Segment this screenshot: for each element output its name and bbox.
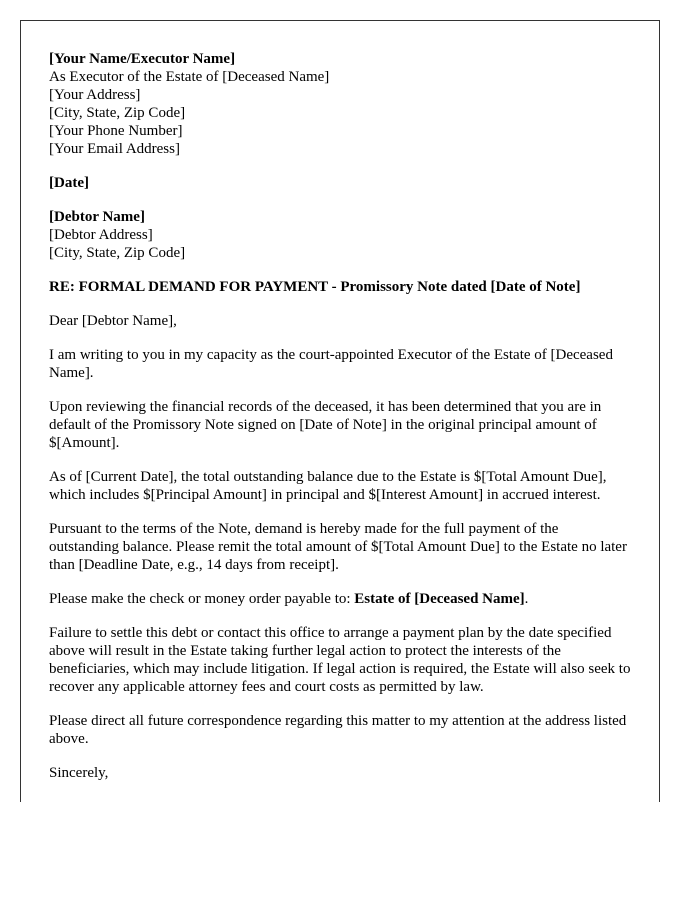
body-paragraph: Pursuant to the terms of the Note, demand is hereby made for the full payment of the outstanding balance. Please remit the total amount of $[Total Amount Due] to the Estate no later than [Deadline Date, e.g., 14 days from receipt].: [49, 521, 627, 573]
body-paragraph: Failure to settle this debt or contact this office to arrange a payment plan by the date specified above will result in the Estate taking further legal action to protect the interests of the beneficiaries, which may include litigation. If legal action is required, the Estate will also seek to recover any applicable attorney fees and court costs as permitted by law.: [49, 625, 631, 695]
payable-paragraph: [49, 590, 631, 608]
body-paragraph: Upon reviewing the financial records of the deceased, it has been determined that you are in default of the Promissory Note signed on [Date of Note] in the original principal amount of $[Amount].: [49, 399, 602, 451]
body-paragraph: I am writing to you in my capacity as the court-appointed Executor of the Estate of [Deceased Name].: [49, 347, 613, 381]
recipient-address: [Debtor Address]: [49, 227, 153, 243]
body-paragraph: As of [Current Date], the total outstanding balance due to the Estate is $[Total Amount Due], which includes $[Principal Amount] in principal and $[Interest Amount] in accrued interest.: [49, 469, 607, 503]
date-block: [49, 174, 631, 192]
salutation: Dear [Debtor Name],: [49, 313, 177, 329]
sender-name: [Your Name/Executor Name]: [49, 51, 236, 67]
letter-page: [20, 20, 660, 802]
recipient-city: [City, State, Zip Code]: [49, 245, 186, 261]
letter-date: [Date]: [49, 175, 89, 191]
body-paragraph: Please direct all future correspondence regarding this matter to my attention at the address listed above.: [49, 713, 627, 747]
subject-line: RE: FORMAL DEMAND FOR PAYMENT - Promissory Note dated [Date of Note]: [49, 279, 581, 295]
payee-name: Estate of [Deceased Name]: [354, 591, 525, 607]
recipient-block: [49, 208, 631, 262]
sender-address: [Your Address]: [49, 87, 141, 103]
recipient-name: [Debtor Name]: [49, 209, 145, 225]
sender-email: [Your Email Address]: [49, 141, 180, 157]
closing: Sincerely,: [49, 765, 109, 781]
sender-city: [City, State, Zip Code]: [49, 105, 186, 121]
sender-role: As Executor of the Estate of [Deceased Name]: [49, 69, 330, 85]
sender-phone: [Your Phone Number]: [49, 123, 183, 139]
payable-suffix: .: [524, 591, 529, 607]
sender-block: [49, 50, 631, 158]
letter-content: [21, 21, 659, 782]
payable-prefix: Please make the check or money order payable to:: [49, 591, 355, 607]
